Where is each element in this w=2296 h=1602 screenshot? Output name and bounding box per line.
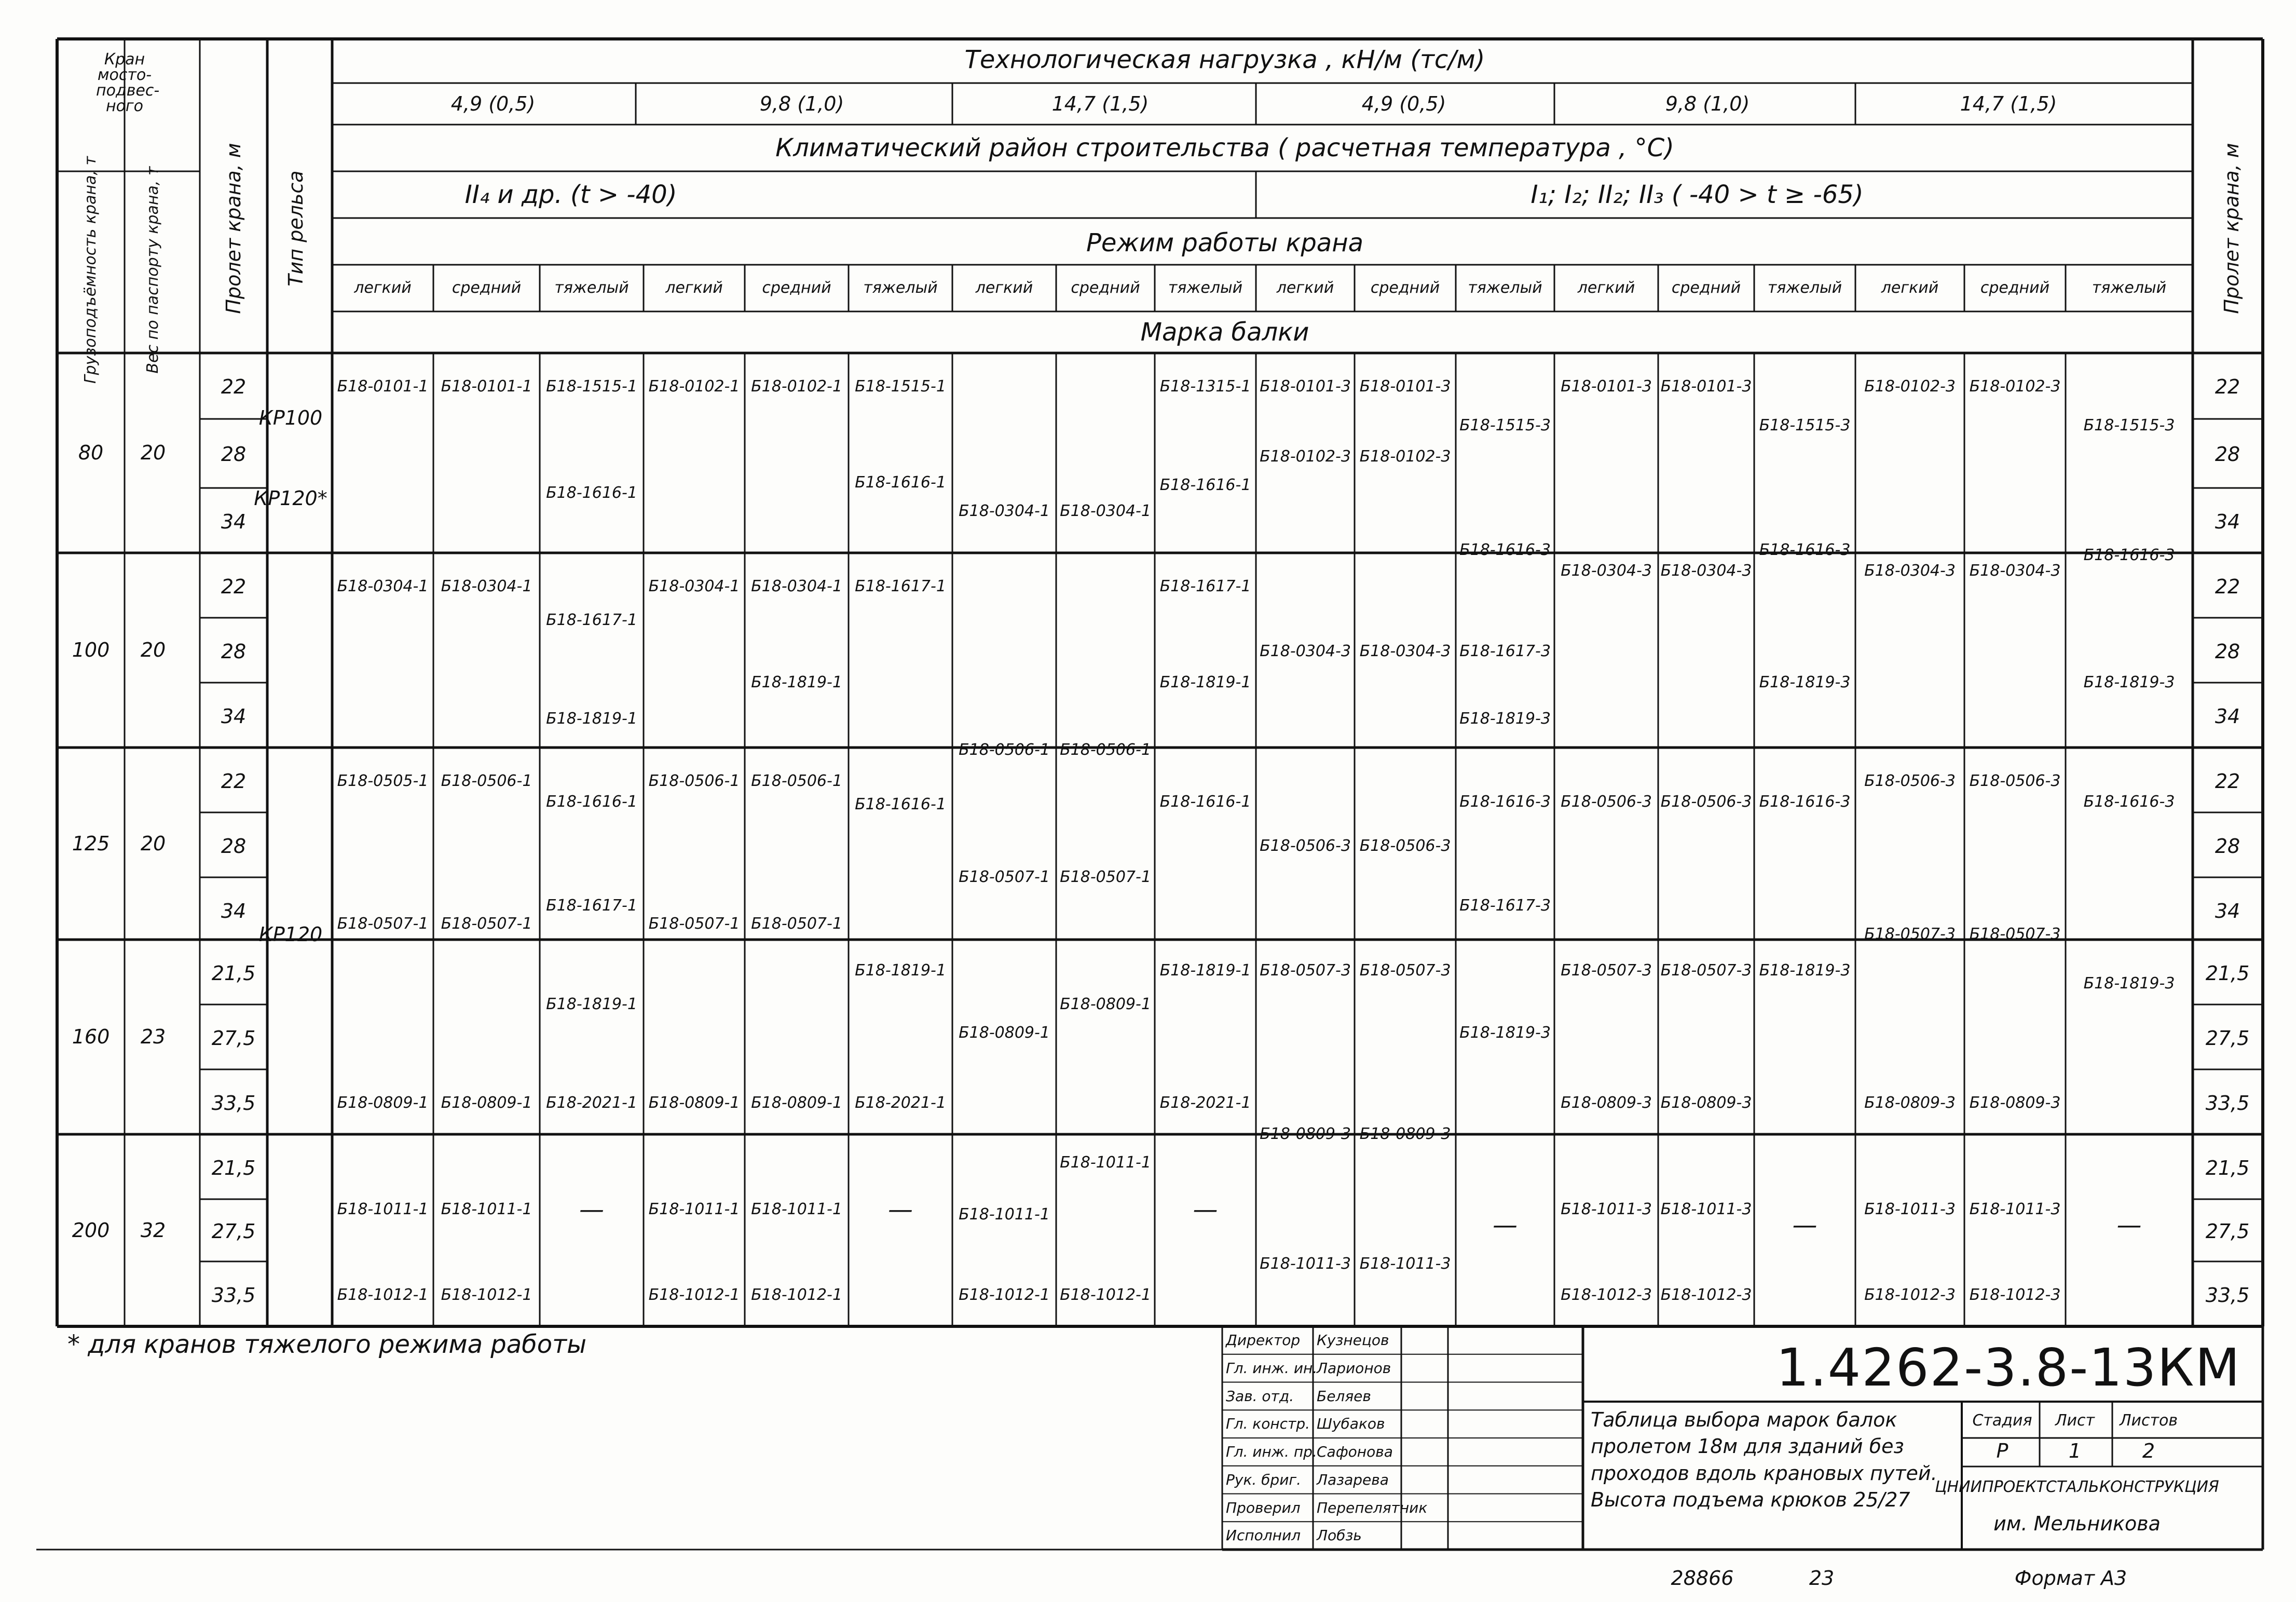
stamp-role: Гл. инж. пр. xyxy=(1226,1443,1317,1460)
stamp-role: Зав. отд. xyxy=(1226,1387,1294,1405)
load-4: 4,9 (0,5) xyxy=(1361,92,1446,115)
beam-mark-cell: Б18-0304-3 xyxy=(1561,562,1652,580)
beam-mark-cell: Б18-2021-1 xyxy=(546,1094,637,1112)
regime-mode: средний xyxy=(1671,279,1741,297)
org: ЦНИИПРОЕКТСТАЛЬКОНСТРУКЦИЯ xyxy=(1935,1478,2219,1496)
span-left: 33,5 xyxy=(211,1284,256,1307)
regime-mode: тяжелый xyxy=(1468,279,1542,297)
regime-mode: легкий xyxy=(975,279,1033,297)
span-left: 34 xyxy=(221,900,247,922)
regime-mode: средний xyxy=(1071,279,1140,297)
stamp-name: Лобзь xyxy=(1317,1527,1362,1544)
beam-mark-cell: Б18-1617-1 xyxy=(546,897,637,915)
crane-load-header: Грузоподъёмность крана, т xyxy=(81,156,100,384)
beam-mark-cell: Б18-0304-3 xyxy=(1864,562,1956,580)
beam-mark-cell: Б18-1617-3 xyxy=(1459,642,1551,660)
span-right: 28 xyxy=(2215,835,2240,858)
regime-mode: легкий xyxy=(1881,279,1939,297)
beam-mark-cell: Б18-0507-3 xyxy=(1969,925,2061,943)
beam-mark-cell: Б18-0506-3 xyxy=(1260,837,1351,855)
beam-mark-cell: Б18-0507-1 xyxy=(337,915,429,933)
rail-type-header: Тип рельса xyxy=(284,170,307,287)
beam-mark-cell: Б18-0505-1 xyxy=(337,772,429,790)
span-left: 28 xyxy=(221,835,247,858)
regime-mode: средний xyxy=(1980,279,2050,297)
beam-mark-cell: Б18-0809-3 xyxy=(1359,1125,1451,1143)
span-right: 27,5 xyxy=(2205,1220,2250,1243)
stamp-role: Гл. инж. ин. xyxy=(1226,1359,1318,1377)
beam-mark-cell: Б18-1011-1 xyxy=(648,1200,740,1218)
span-left: 22 xyxy=(221,575,247,598)
beam-mark-cell: Б18-0304-3 xyxy=(1359,642,1451,660)
beam-mark-cell: Б18-1616-3 xyxy=(1759,793,1851,811)
span-header-left: Пролет крана, м xyxy=(222,143,245,314)
beam-mark-cell: Б18-0507-1 xyxy=(959,868,1050,886)
beam-mark-cell: Б18-1012-1 xyxy=(959,1286,1050,1304)
regime-mode: тяжелый xyxy=(863,279,938,297)
span-left: 27,5 xyxy=(211,1220,256,1243)
stamp-name: Перепелятник xyxy=(1317,1499,1428,1516)
beam-mark-cell: Б18-0304-1 xyxy=(337,577,429,595)
beam-mark-cell: Б18-1616-3 xyxy=(1459,793,1551,811)
beam-mark-cell: Б18-1011-3 xyxy=(1660,1200,1752,1218)
span-right: 22 xyxy=(2215,375,2240,398)
doc-description: Таблица выбора марок балок пролетом 18м для зданий без проходов вдоль крановых путей. Высота подъема крюков 25/27 xyxy=(1591,1408,1937,1511)
sheet-label: Лист xyxy=(2055,1411,2095,1430)
beam-mark-cell: Б18-0507-1 xyxy=(648,915,740,933)
doc-code: 1.4262-3.8-13КМ xyxy=(1776,1337,2241,1398)
beam-mark-cell: Б18-0102-1 xyxy=(751,377,842,396)
beam-mark-cell: Б18-0101-3 xyxy=(1260,377,1351,396)
beam-mark-cell: Б18-1617-1 xyxy=(1159,577,1251,595)
beam-mark-cell: Б18-1819-3 xyxy=(1459,710,1551,728)
beam-mark-cell: Б18-1012-1 xyxy=(751,1286,842,1304)
span-left: 21,5 xyxy=(211,1157,256,1179)
beam-mark-cell: Б18-1011-1 xyxy=(751,1200,842,1218)
beam-mark-cell: Б18-0101-1 xyxy=(337,377,429,396)
stamp-name: Беляев xyxy=(1317,1387,1371,1405)
rail-kr100: КР100 xyxy=(258,406,323,429)
crane-load-value: 100 xyxy=(72,639,110,661)
crane-weight-value: 23 xyxy=(140,1025,166,1048)
beam-mark-cell: Б18-1617-3 xyxy=(1459,897,1551,915)
beam-mark-cell: Б18-1515-3 xyxy=(2083,416,2175,435)
span-right: 21,5 xyxy=(2205,1157,2250,1179)
beam-mark-cell: Б18-0304-3 xyxy=(1660,562,1752,580)
stamp-name: Ларионов xyxy=(1317,1359,1391,1377)
span-left: 22 xyxy=(221,770,247,793)
beam-mark-cell: Б18-1616-1 xyxy=(546,484,637,502)
span-right: 27,5 xyxy=(2205,1027,2250,1050)
crane-weight-header: Вес по паспорту крана, т xyxy=(144,166,162,374)
load-1: 4,9 (0,5) xyxy=(450,92,536,115)
regime-mode: тяжелый xyxy=(1168,279,1243,297)
beam-mark-cell: Б18-0507-1 xyxy=(441,915,532,933)
beam-mark-cell: Б18-1616-1 xyxy=(855,795,946,813)
beam-mark-cell: Б18-0101-3 xyxy=(1660,377,1752,396)
beam-mark-cell: Б18-1011-3 xyxy=(1969,1200,2061,1218)
stamp-role: Рук. бриг. xyxy=(1226,1471,1302,1488)
sheet-value: 1 xyxy=(2068,1440,2082,1462)
beam-mark-cell: Б18-0506-3 xyxy=(1561,793,1652,811)
beam-mark-cell: Б18-1011-3 xyxy=(1260,1255,1351,1273)
beam-mark-cell: Б18-1819-1 xyxy=(1159,961,1251,980)
span-left: 28 xyxy=(221,443,247,466)
tech-load-header: Технологическая нагрузка , кН/м (тс/м) xyxy=(964,45,1485,74)
format-label: Формат А3 xyxy=(2014,1567,2127,1590)
dash-cell: — xyxy=(2116,1211,2142,1240)
stage-label: Стадия xyxy=(1972,1411,2032,1430)
beam-mark-cell: Б18-0809-3 xyxy=(1260,1125,1351,1143)
span-right: 22 xyxy=(2215,575,2240,598)
load-6: 14,7 (1,5) xyxy=(1960,92,2057,115)
beam-mark-cell: Б18-1011-1 xyxy=(337,1200,429,1218)
beam-mark-cell: Б18-0102-3 xyxy=(1864,377,1956,396)
beam-mark-cell: Б18-1011-3 xyxy=(1561,1200,1652,1218)
stamp-role: Директор xyxy=(1226,1332,1301,1349)
beam-mark-cell: Б18-0102-1 xyxy=(648,377,740,396)
regime-header: Режим работы крана xyxy=(1086,228,1364,257)
regime-mode: средний xyxy=(452,279,522,297)
crane-load-value: 80 xyxy=(78,441,104,464)
span-right: 33,5 xyxy=(2205,1092,2250,1115)
sheets-label: Листов xyxy=(2119,1411,2178,1430)
beam-mark-cell: Б18-1616-3 xyxy=(2083,546,2175,564)
regime-mode: легкий xyxy=(665,279,723,297)
beam-mark-cell: Б18-1012-3 xyxy=(1864,1286,1956,1304)
beam-mark-cell: Б18-1012-3 xyxy=(1660,1286,1752,1304)
beam-mark-cell: Б18-1012-1 xyxy=(441,1286,532,1304)
beam-mark-cell: Б18-0101-3 xyxy=(1561,377,1652,396)
inventory-number: 28866 xyxy=(1671,1567,1734,1590)
rail-kr120-star: КР120* xyxy=(254,487,327,510)
beam-mark-cell: Б18-0507-3 xyxy=(1864,925,1956,943)
beam-mark-cell: Б18-1819-3 xyxy=(2083,673,2175,691)
beam-mark-cell: Б18-0506-1 xyxy=(751,772,842,790)
beam-mark-cell: Б18-1012-1 xyxy=(648,1286,740,1304)
dash-cell: — xyxy=(888,1195,913,1224)
beam-mark-cell: Б18-0506-3 xyxy=(1660,793,1752,811)
beam-mark-cell: Б18-1012-3 xyxy=(1561,1286,1652,1304)
dash-cell: — xyxy=(1493,1211,1518,1240)
crane-header: Кран мосто-подвес-ного xyxy=(96,50,160,115)
span-right: 28 xyxy=(2215,640,2240,663)
org-name: им. Мельникова xyxy=(1993,1512,2161,1535)
beam-mark-cell: Б18-1819-1 xyxy=(546,995,637,1013)
beam-mark-cell: Б18-1011-3 xyxy=(1864,1200,1956,1218)
stamp-name: Сафонова xyxy=(1317,1443,1393,1460)
beam-mark-cell: Б18-1011-3 xyxy=(1359,1255,1451,1273)
beam-mark-cell: Б18-0809-1 xyxy=(959,1024,1050,1042)
load-2: 9,8 (1,0) xyxy=(759,92,844,115)
crane-weight-value: 32 xyxy=(140,1219,166,1242)
crane-weight-value: 20 xyxy=(140,639,166,661)
beam-mark-cell: Б18-1515-1 xyxy=(855,377,946,396)
beam-mark-cell: Б18-0304-1 xyxy=(751,577,842,595)
copy-number: 23 xyxy=(1809,1567,1835,1590)
span-right: 22 xyxy=(2215,770,2240,793)
beam-mark-cell: Б18-2021-1 xyxy=(1159,1094,1251,1112)
dash-cell: — xyxy=(579,1195,604,1224)
beam-mark-cell: Б18-1012-1 xyxy=(1060,1286,1151,1304)
load-3: 14,7 (1,5) xyxy=(1051,92,1149,115)
beam-mark-cell: Б18-0506-3 xyxy=(1969,772,2061,790)
stamp-role: Исполнил xyxy=(1226,1527,1301,1544)
beam-mark-cell: Б18-1617-1 xyxy=(546,611,637,629)
beam-mark-cell: Б18-0102-3 xyxy=(1260,447,1351,466)
stamp-name: Кузнецов xyxy=(1317,1332,1389,1349)
beam-mark-cell: Б18-0101-1 xyxy=(441,377,532,396)
span-header-right: Пролет крана, м xyxy=(2220,143,2243,314)
span-left: 21,5 xyxy=(211,962,256,985)
beam-mark-cell: Б18-0506-1 xyxy=(959,741,1050,759)
span-left: 34 xyxy=(221,510,247,533)
beam-mark-cell: Б18-1515-1 xyxy=(546,377,637,396)
beam-mark-cell: Б18-0809-3 xyxy=(1864,1094,1956,1112)
beam-mark-cell: Б18-0304-1 xyxy=(959,502,1050,520)
beam-mark-cell: Б18-0507-3 xyxy=(1561,961,1652,980)
beam-mark-cell: Б18-1819-1 xyxy=(751,673,842,691)
crane-load-value: 160 xyxy=(72,1025,110,1048)
stamp-name: Шубаков xyxy=(1317,1415,1385,1433)
beam-mark-cell: Б18-1616-1 xyxy=(855,473,946,492)
beam-mark-cell: Б18-1011-1 xyxy=(959,1205,1050,1224)
beam-mark-cell: Б18-0304-3 xyxy=(1260,642,1351,660)
beam-mark-header: Марка балки xyxy=(1140,318,1309,347)
beam-mark-cell: Б18-0304-1 xyxy=(441,577,532,595)
beam-mark-cell: Б18-1616-3 xyxy=(1459,541,1551,559)
regime-mode: легкий xyxy=(354,279,412,297)
regime-mode: средний xyxy=(762,279,831,297)
climate-right: I₁; I₂; II₂; II₃ ( -40 > t ≥ -65) xyxy=(1530,180,1864,209)
beam-mark-cell: Б18-0506-1 xyxy=(441,772,532,790)
beam-mark-cell: Б18-1819-3 xyxy=(1759,673,1851,691)
beam-mark-cell: Б18-1819-3 xyxy=(1459,1024,1551,1042)
beam-mark-cell: Б18-1616-1 xyxy=(546,793,637,811)
span-left: 34 xyxy=(221,705,247,728)
beam-mark-cell: Б18-0507-1 xyxy=(751,915,842,933)
regime-mode: тяжелый xyxy=(1767,279,1842,297)
footnote: * для кранов тяжелого режима работы xyxy=(67,1330,586,1359)
crane-weight-value: 20 xyxy=(140,832,166,855)
regime-mode: тяжелый xyxy=(2092,279,2167,297)
stamp-role: Проверил xyxy=(1226,1499,1301,1516)
regime-mode: легкий xyxy=(1276,279,1334,297)
beam-mark-cell: Б18-0506-1 xyxy=(648,772,740,790)
span-left: 27,5 xyxy=(211,1027,256,1050)
span-right: 34 xyxy=(2215,510,2240,533)
beam-mark-cell: Б18-0809-3 xyxy=(1561,1094,1652,1112)
beam-mark-cell: Б18-1315-1 xyxy=(1159,377,1251,396)
rail-kr120: КР120 xyxy=(258,923,323,946)
beam-mark-cell: Б18-0809-1 xyxy=(1060,995,1151,1013)
span-left: 22 xyxy=(221,375,247,398)
beam-mark-cell: Б18-0809-1 xyxy=(751,1094,842,1112)
beam-mark-cell: Б18-1616-1 xyxy=(1159,476,1251,494)
beam-mark-cell: Б18-1819-1 xyxy=(546,710,637,728)
beam-mark-cell: Б18-0304-3 xyxy=(1969,562,2061,580)
load-5: 9,8 (1,0) xyxy=(1665,92,1750,115)
crane-weight-value: 20 xyxy=(140,441,166,464)
beam-mark-cell: Б18-1616-3 xyxy=(1759,541,1851,559)
sheets-value: 2 xyxy=(2142,1440,2155,1462)
beam-mark-cell: Б18-0101-3 xyxy=(1359,377,1451,396)
beam-mark-cell: Б18-1819-1 xyxy=(855,961,946,980)
stage-value: Р xyxy=(1996,1440,2008,1462)
beam-mark-cell: Б18-0304-1 xyxy=(648,577,740,595)
span-right: 34 xyxy=(2215,705,2240,728)
beam-mark-cell: Б18-0507-1 xyxy=(1060,868,1151,886)
beam-mark-cell: Б18-0809-1 xyxy=(441,1094,532,1112)
beam-mark-cell: Б18-1011-1 xyxy=(1060,1153,1151,1172)
beam-mark-cell: Б18-0809-1 xyxy=(337,1094,429,1112)
span-right: 28 xyxy=(2215,443,2240,466)
beam-mark-cell: Б18-0507-3 xyxy=(1660,961,1752,980)
beam-mark-cell: Б18-1819-1 xyxy=(1159,673,1251,691)
stamp-role: Гл. констр. xyxy=(1226,1415,1310,1433)
beam-mark-cell: Б18-1515-3 xyxy=(1459,416,1551,435)
beam-mark-cell: Б18-0507-3 xyxy=(1359,961,1451,980)
climate-left: II₄ и др. (t > -40) xyxy=(464,180,677,209)
beam-mark-cell: Б18-0809-3 xyxy=(1660,1094,1752,1112)
beam-mark-cell: Б18-1012-3 xyxy=(1969,1286,2061,1304)
climate-header: Климатический район строительства ( расчетная температура , °С) xyxy=(775,133,1674,162)
beam-mark-cell: Б18-1819-3 xyxy=(1759,961,1851,980)
regime-mode: легкий xyxy=(1577,279,1635,297)
beam-mark-cell: Б18-1011-1 xyxy=(441,1200,532,1218)
beam-mark-cell: Б18-1616-1 xyxy=(1159,793,1251,811)
beam-mark-cell: Б18-0506-3 xyxy=(1864,772,1956,790)
beam-mark-cell: Б18-1012-1 xyxy=(337,1286,429,1304)
dash-cell: — xyxy=(1792,1211,1817,1240)
span-right: 33,5 xyxy=(2205,1284,2250,1307)
beam-mark-cell: Б18-0506-1 xyxy=(1060,741,1151,759)
beam-mark-cell: Б18-0102-3 xyxy=(1969,377,2061,396)
beam-mark-cell: Б18-1819-3 xyxy=(2083,974,2175,993)
beam-mark-cell: Б18-2021-1 xyxy=(855,1094,946,1112)
beam-mark-cell: Б18-0809-1 xyxy=(648,1094,740,1112)
span-left: 33,5 xyxy=(211,1092,256,1115)
crane-load-value: 200 xyxy=(72,1219,110,1242)
beam-mark-cell: Б18-1515-3 xyxy=(1759,416,1851,435)
crane-load-value: 125 xyxy=(72,832,110,855)
stamp-name: Лазарева xyxy=(1317,1471,1389,1488)
dash-cell: — xyxy=(1193,1195,1218,1224)
beam-mark-cell: Б18-0809-3 xyxy=(1969,1094,2061,1112)
beam-mark-cell: Б18-0507-3 xyxy=(1260,961,1351,980)
beam-mark-cell: Б18-0102-3 xyxy=(1359,447,1451,466)
regime-mode: средний xyxy=(1370,279,1440,297)
beam-mark-cell: Б18-0304-1 xyxy=(1060,502,1151,520)
span-right: 34 xyxy=(2215,900,2240,922)
beam-mark-cell: Б18-1616-3 xyxy=(2083,793,2175,811)
beam-mark-cell: Б18-0506-3 xyxy=(1359,837,1451,855)
beam-mark-cell: Б18-1617-1 xyxy=(855,577,946,595)
span-right: 21,5 xyxy=(2205,962,2250,985)
regime-mode: тяжелый xyxy=(554,279,629,297)
span-left: 28 xyxy=(221,640,247,663)
